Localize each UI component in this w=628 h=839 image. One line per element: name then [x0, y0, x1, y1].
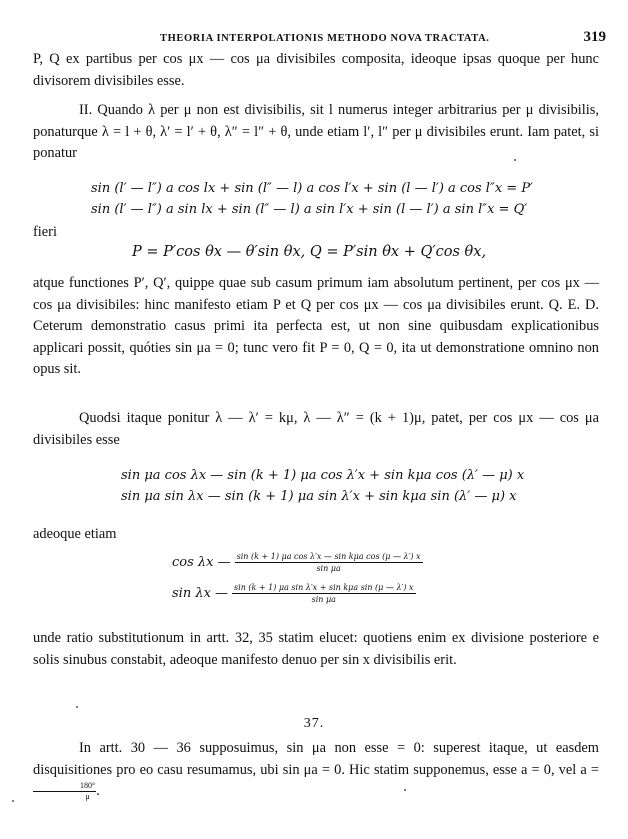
- equation-p-q: P = P′cos θx — θ′sin θx, Q = P′sin θx + Q′cos θx,: [132, 244, 487, 260]
- section-number: 37.: [303, 716, 325, 731]
- fraction-sin-denominator: sin μa: [311, 595, 336, 604]
- paragraph-1: P, Q ex partibus per cos μx — cos μa divisibiles composita, ideoque ipsas quoque per hunc divisorem divisibiles esse.: [33, 51, 599, 89]
- paragraph-2: II. Quando λ per μ non est divisibilis, sit l numerus integer arbitrarius per μ divisibilis, ponaturque λ = l + θ, λ′ = l′ + θ, λ″ = l″ + θ, unde etiam l′, l″ per μ divisibiles erunt. Iam patet, si ponatur: [33, 102, 599, 161]
- fraction-180-denominator: μ: [85, 792, 90, 802]
- paragraph-5: unde ratio substitutionum in artt. 32, 35 statim elucet: quotiens enim ex divisione posteriore e solis sinubus constabit, adeoque manifesto denuo per sin x divisibilis erit.: [33, 630, 599, 668]
- print-speck: [12, 800, 14, 802]
- fraction-equation-sin: [172, 582, 416, 605]
- paragraph-6-end: .: [96, 783, 100, 799]
- fraction-cos-numerator: sin (k + 1) μa cos λ′x — sin kμa cos (μ — λ′) x: [236, 552, 421, 561]
- fraction-equation-sin-lead: sin λx —: [172, 586, 229, 601]
- fraction-cos-denominator: sin μa: [316, 564, 341, 573]
- paragraph-4: Quodsi itaque ponitur λ — λ′ = kμ, λ — λ″ = (k + 1)μ, patet, per cos μx — cos μa divisibiles esse: [33, 410, 599, 448]
- fraction-equation-cos: [172, 551, 423, 574]
- word-fieri: fieri: [33, 224, 57, 240]
- paragraph-3: atque functiones P′, Q′, quippe quae sub casum primum iam absolutum pertinent, per cos μx — cos μa divisibiles: hinc manifesto etiam P et Q per cos μx — cos μa divisibiles erunt. Q. E. D. Ceterum demonstratio casus primi ita perfecta est, ut non sine quibusdam explicationibus applicari possit, quóties sin μa = 0; tunc vero fit P = 0, Q = 0, ita ut demonstratione omnino non opus sit.: [33, 275, 599, 377]
- print-speck: [404, 789, 406, 791]
- fraction-cos: [235, 551, 423, 574]
- word-adeoque-etiam: adeoque etiam: [33, 526, 117, 542]
- equation-q-prime: sin (l′ — l″) a sin lx + sin (l″ — l) a sin l′x + sin (l — l′) a sin l″x = Q′: [91, 202, 528, 217]
- fraction-sin-numerator: sin (k + 1) μa sin λ′x + sin kμa sin (μ — λ′) x: [234, 583, 414, 592]
- fraction-equation-cos-lead: cos λx —: [172, 555, 231, 570]
- equation-cos-divisible: sin μa cos λx — sin (k + 1) μa cos λ′x + sin kμa cos (λ′ — μ) x: [121, 468, 525, 483]
- paragraph-6: [33, 738, 599, 803]
- running-head: THEORIA INTERPOLATIONIS METHODO NOVA TRACTATA.: [160, 33, 490, 44]
- fraction-180-numerator: 180°: [33, 781, 96, 792]
- print-speck: [514, 159, 516, 161]
- paragraph-6-text: In artt. 30 — 36 supposuimus, sin μa non esse = 0: superest itaque, ut easdem disquisitiones pro eo casu resumamus, ubi sin μa = 0. Hic statim supponemus, esse a = 0, vel a =: [33, 740, 599, 778]
- page-number: 319: [583, 29, 606, 45]
- page-header: [0, 29, 628, 49]
- fraction-180-over-mu: [33, 781, 96, 802]
- equation-sin-divisible: sin μa sin λx — sin (k + 1) μa sin λ′x + sin kμa sin (λ′ — μ) x: [121, 489, 517, 504]
- fraction-sin: [232, 582, 415, 605]
- equation-p-prime: sin (l′ — l″) a cos lx + sin (l″ — l) a cos l′x + sin (l — l′) a cos l″x = P′: [91, 181, 534, 196]
- print-speck: [76, 706, 78, 708]
